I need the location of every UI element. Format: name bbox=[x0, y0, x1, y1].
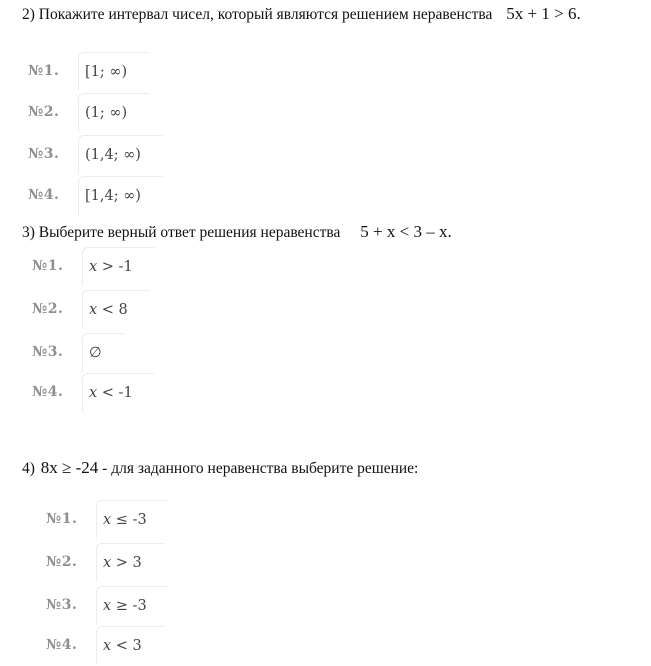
option-value: [1; ∞) bbox=[78, 52, 149, 91]
option-value: 𝑥 > -1 bbox=[82, 247, 155, 286]
q2-option-2[interactable] bbox=[28, 93, 149, 131]
option-value: (1; ∞) bbox=[78, 93, 149, 132]
option-value: ∅ bbox=[82, 333, 124, 372]
option-value: 𝑥 ≥ -3 bbox=[96, 586, 169, 625]
question-4-formula: 8x ≥ -24 bbox=[40, 458, 99, 477]
option-number: №3. bbox=[46, 597, 78, 613]
question-2-prompt bbox=[22, 4, 581, 24]
option-number: №3. bbox=[28, 146, 60, 162]
q3-option-2[interactable] bbox=[32, 290, 150, 328]
q4-option-2[interactable] bbox=[46, 543, 164, 581]
q2-option-4[interactable] bbox=[28, 176, 163, 214]
option-number: №2. bbox=[46, 554, 78, 570]
q3-option-1[interactable] bbox=[32, 247, 155, 285]
question-4-text: - для заданного неравенства выберите решение: bbox=[102, 460, 419, 477]
q2-option-1[interactable] bbox=[28, 52, 149, 90]
option-number: №3. bbox=[32, 344, 64, 360]
option-value: 𝑥 < 8 bbox=[82, 290, 150, 329]
option-value: 𝑥 < 3 bbox=[96, 626, 164, 665]
q4-option-1[interactable] bbox=[46, 500, 169, 538]
q3-option-3[interactable] bbox=[32, 333, 124, 371]
question-4-number: 4) bbox=[22, 460, 35, 477]
option-number: №4. bbox=[46, 637, 78, 653]
option-number: №4. bbox=[28, 187, 60, 203]
question-3-text: 3) Выберите верный ответ решения неравенства bbox=[22, 224, 341, 241]
option-number: №2. bbox=[28, 104, 60, 120]
option-number: №4. bbox=[32, 384, 64, 400]
option-value: [1,4; ∞) bbox=[78, 176, 163, 215]
option-number: №1. bbox=[28, 63, 60, 79]
option-number: №1. bbox=[32, 258, 64, 274]
q4-option-4[interactable] bbox=[46, 626, 164, 664]
q3-option-4[interactable] bbox=[32, 373, 155, 411]
question-2-formula: 5x + 1 > 6. bbox=[506, 4, 581, 23]
q2-option-3[interactable] bbox=[28, 135, 163, 173]
q4-option-3[interactable] bbox=[46, 586, 169, 624]
option-value: 𝑥 ≤ -3 bbox=[96, 500, 169, 539]
question-2-text: 2) Покажите интервал чисел, который являются решением неравенства bbox=[22, 6, 493, 23]
question-3-formula: 5 + x < 3 – x. bbox=[360, 222, 452, 241]
option-value: 𝑥 > 3 bbox=[96, 543, 164, 582]
option-number: №2. bbox=[32, 301, 64, 317]
question-4-prompt bbox=[22, 458, 418, 478]
option-value: 𝑥 < -1 bbox=[82, 373, 155, 412]
option-number: №1. bbox=[46, 511, 78, 527]
question-3-prompt bbox=[22, 222, 452, 242]
option-value: (1,4; ∞) bbox=[78, 135, 163, 174]
